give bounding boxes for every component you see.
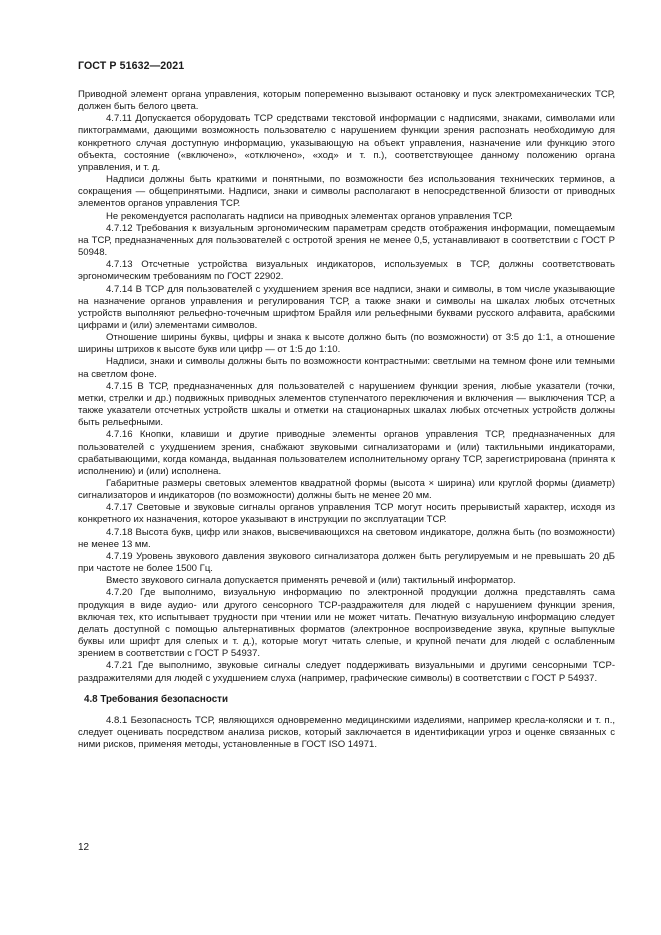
paragraph: Отношение ширины буквы, цифры и знака к высоте должно быть (по возможности) от 3:5 до 1:1, а отношение ширины штрихов к высоте букв или цифр — от 1:5 до 1:10.	[78, 332, 615, 356]
paragraph: Надписи, знаки и символы должны быть по возможности контрастными: светлыми на темном фоне или темными на светлом фоне.	[78, 356, 615, 380]
section-heading: 4.8 Требования безопасности	[84, 693, 228, 705]
paragraph: 4.7.17 Световые и звуковые сигналы органов управления ТСР могут носить прерывистый характер, исходя из конкретного их назначения, которое указывают в инструкции по эксплуатации ТСР.	[78, 502, 615, 526]
paragraph: 4.7.21 Где выполнимо, звуковые сигналы следует поддерживать визуальными и другими сенсорными ТСР-раздражителями для людей с ухудшением слуха (например, графические символы) в соответствии с ГОСТ Р 54937.	[78, 660, 615, 684]
paragraph: 4.7.12 Требования к визуальным эргономическим параметрам средств отображения информации, помещаемым на ТСР, предназначенных для пользователей с остротой зрения не менее 0,5, устанавливают в соответствии с ГОСТ Р 50948.	[78, 222, 615, 259]
page-number: 12	[78, 842, 90, 853]
paragraph: 4.7.14 В ТСР для пользователей с ухудшением зрения все надписи, знаки и символы, в том числе указывающие на назначение органов управления и регулирования ТСР, а также знаки и символы на шкалах любых отсчетных устройств выполняют рельефно-точечным шрифтом Брайля или рельефными буквами русского алфавита, арабскими цифрами и (или) элементами символов.	[78, 283, 615, 331]
paragraph: 4.7.16 Кнопки, клавиши и другие приводные элементы органов управления ТСР, предназначенных для пользователей с ухудшением зрения, снабжают звуковыми сигнализаторами и (или) тактильными индикаторами, срабатывающими, когда команда, выданная пользователем исполнительному органу ТСР, зарегистрирована (принята к исполнению) и (или) исполнена.	[78, 429, 615, 477]
paragraph: Приводной элемент органа управления, которым попеременно вызывают остановку и пуск электромеханических ТСР, должен быть белого цвета.	[78, 89, 615, 113]
paragraph: 4.7.13 Отсчетные устройства визуальных индикаторов, используемых в ТСР, должны соответствовать эргономическим требованиям по ГОСТ 22902.	[78, 259, 615, 283]
paragraph: 4.8.1 Безопасность ТСР, являющихся одновременно медицинскими изделиями, например кресла-коляски и т. п., следует оценивать посредством анализа рисков, который заключается в идентификации угроз и оценке связанных с ними рисков, применяя методы, установленные в ГОСТ ISO 14971.	[78, 714, 615, 750]
paragraph: 4.7.11 Допускается оборудовать ТСР средствами текстовой информации с надписями, знаками, символами или пиктограммами, дающими возможность пользователю с нарушением функции зрения распознать необходимую для конкретного случая доступную информацию, указывающую на объект управления, назначение или функцию этого объекта, состояние («включено», «отключено», «ход» и т. п.), соответствующее данному положению органа управления, и т. д.	[78, 113, 615, 173]
standard-header: ГОСТ Р 51632—2021	[78, 60, 185, 72]
paragraph: 4.7.20 Где выполнимо, визуальную информацию по электронной продукции должна представлять сама продукция в виде аудио- или другого сенсорного ТСР-раздражителя для людей с нарушением функции зрения, включая тех, кто испытывает трудности при чтении или не может читать. Печатную визуальную информацию следует делать доступной с помощью альтернативных форматов (электронное воспроизведение звука, крупные выпуклые буквы или шрифт для слепых и т. д.), которые могут читать слепые, и крупной печати для людей с ослабленным зрением в соответствии с ГОСТ Р 54937.	[78, 587, 615, 660]
paragraph: 4.7.19 Уровень звукового давления звукового сигнализатора должен быть регулируемым и не превышать 20 дБ при частоте не более 1500 Гц.	[78, 550, 615, 575]
paragraph: 4.7.18 Высота букв, цифр или знаков, высвечивающихся на световом индикаторе, должна быть (по возможности) не менее 13 мм.	[78, 526, 615, 550]
paragraph: Надписи должны быть краткими и понятными, по возможности без использования технических терминов, а сокращения — общепринятыми. Надписи, знаки и символы располагают в непосредственной близости от приводных элементов органов управления ТСР.	[78, 174, 615, 210]
paragraph: Вместо звукового сигнала допускается применять речевой и (или) тактильный информатор.	[106, 575, 516, 587]
paragraph: Габаритные размеры световых элементов квадратной формы (высота × ширина) или круглой формы (диаметр) сигнализаторов и индикаторов (по возможности) должны быть не менее 20 мм.	[78, 478, 615, 502]
paragraph: Не рекомендуется располагать надписи на приводных элементах органов управления ТСР.	[106, 210, 513, 222]
document-body	[78, 89, 615, 751]
paragraph: 4.7.15 В ТСР, предназначенных для пользователей с нарушением функции зрения, любые указатели (точки, метки, стрелки и др.) подвижных приводных элементов ступенчатого переключения и включения — выключения ТСР, а также указатели отсчетных устройств шкалы и отметки на стационарных шкалах любых отсчетных устройств должны быть рельефными.	[78, 380, 615, 429]
